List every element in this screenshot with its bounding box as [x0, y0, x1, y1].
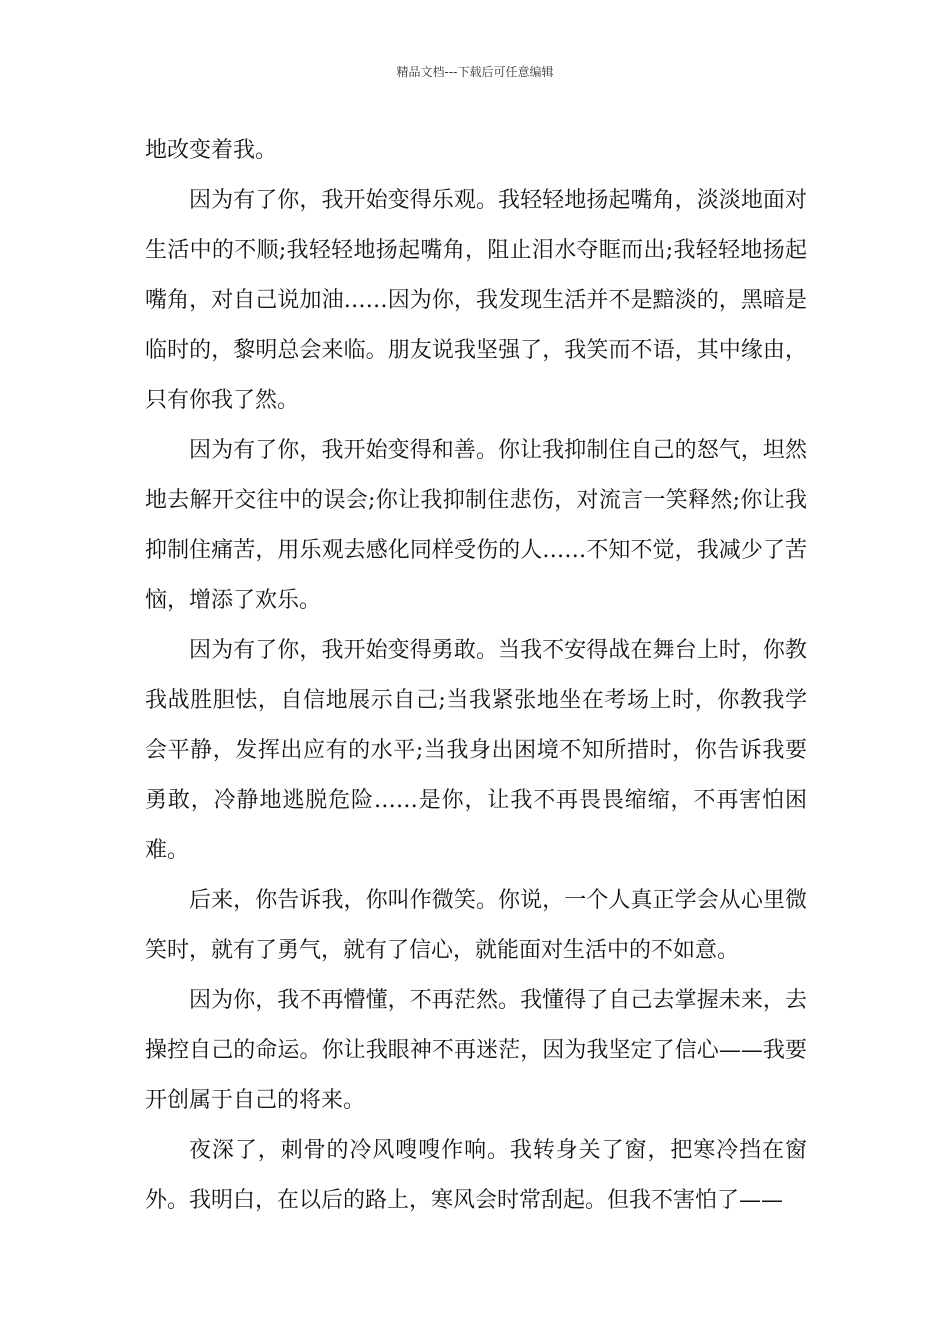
paragraph-smile: 后来，你告诉我，你叫作微笑。你说，一个人真正学会从心里微笑时，就有了勇气，就有了信心，就能面对生活中的不如意。 — [145, 888, 807, 963]
paragraph-continuation: 地改变着我。 — [145, 138, 278, 163]
paragraph-optimism: 因为有了你，我开始变得乐观。我轻轻地扬起嘴角，淡淡地面对生活中的不顺;我轻轻地扬起嘴角，阻止泪水夺眶而出;我轻轻地扬起嘴角，对自己说加油……因为你，我发现生活并不是黯淡的，黑暗是临时的，黎明总会来临。朋友说我坚强了，我笑而不语，其中缘由，只有你我了然。 — [145, 188, 807, 413]
page-header: 精品文档---下载后可任意编辑 — [396, 65, 554, 79]
document-body — [145, 126, 807, 1226]
paragraph-future: 因为你，我不再懵懂，不再茫然。我懂得了自己去掌握未来，去操控自己的命运。你让我眼神不再迷茫，因为我坚定了信心——我要开创属于自己的将来。 — [145, 988, 807, 1113]
paragraph-courage: 因为有了你，我开始变得勇敢。当我不安得战在舞台上时，你教我战胜胆怯，自信地展示自己;当我紧张地坐在考场上时，你教我学会平静，发挥出应有的水平;当我身出困境不知所措时，你告诉我要勇敢，冷静地逃脱危险……是你，让我不再畏畏缩缩，不再害怕困难。 — [145, 638, 807, 863]
paragraph-kindness: 因为有了你，我开始变得和善。你让我抑制住自己的怒气，坦然地去解开交往中的误会;你让我抑制住悲伤，对流言一笑释然;你让我抑制住痛苦，用乐观去感化同样受伤的人……不知不觉，我减少了苦恼，增添了欢乐。 — [145, 438, 807, 613]
paragraph-night: 夜深了，刺骨的冷风嗖嗖作响。我转身关了窗，把寒冷挡在窗外。我明白，在以后的路上，寒风会时常刮起。但我不害怕了—— — [145, 1138, 807, 1213]
